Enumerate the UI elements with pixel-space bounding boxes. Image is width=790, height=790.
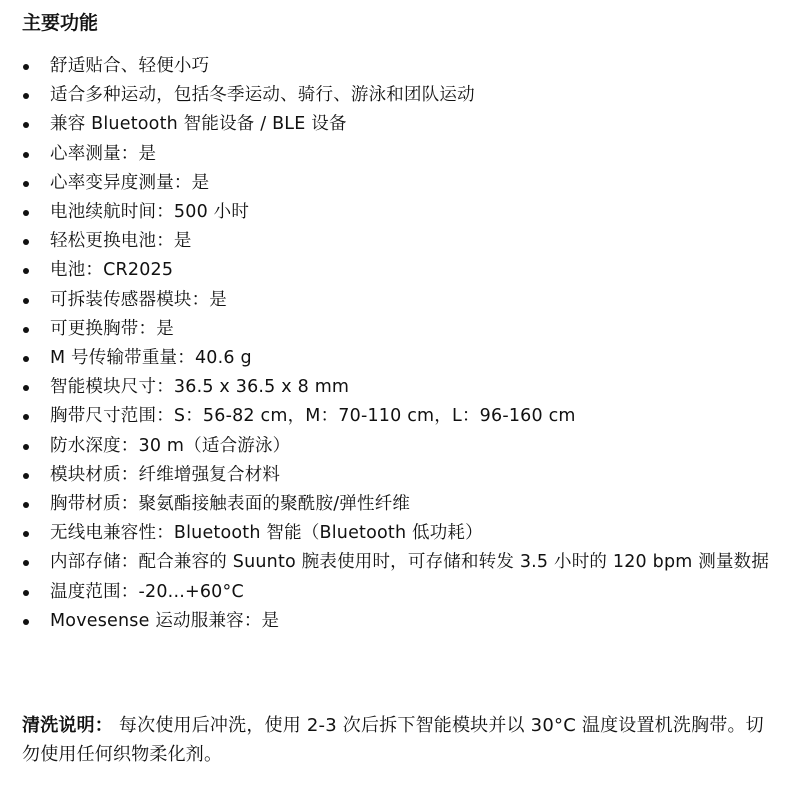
bullet-icon: [23, 327, 29, 333]
feature-list: [22, 52, 772, 636]
care-text: 每次使用后冲洗，使用 2-3 次后拆下智能模块并以 30°C 温度设置机洗胸带。切勿使用任何织物柔化剂。: [22, 715, 764, 765]
feature-text: 轻松更换电池：是: [50, 231, 192, 252]
feature-text: 心率测量：是: [50, 143, 157, 164]
bullet-icon: [23, 385, 29, 391]
feature-text: 防水深度：30 m（适合游泳）: [50, 435, 291, 456]
feature-text: 智能模块尺寸：36.5 x 36.5 x 8 mm: [50, 377, 350, 398]
feature-item: [22, 490, 772, 519]
bullet-icon: [23, 181, 29, 187]
feature-item: [22, 607, 772, 636]
feature-item: [22, 432, 772, 461]
bullet-icon: [23, 414, 29, 420]
feature-item: [22, 373, 772, 402]
feature-text: 心率变异度测量：是: [50, 172, 210, 193]
feature-item: [22, 519, 772, 548]
bullet-icon: [23, 590, 29, 596]
bullet-icon: [23, 356, 29, 362]
feature-text: 舒适贴合、轻便小巧: [50, 56, 210, 76]
feature-item: [22, 256, 772, 285]
bullet-icon: [23, 298, 29, 304]
feature-item: [22, 461, 772, 490]
feature-item: [22, 52, 772, 81]
feature-item: [22, 548, 772, 577]
bullet-icon: [23, 93, 29, 99]
feature-item: [22, 402, 772, 431]
feature-item: [22, 286, 772, 315]
feature-item: [22, 198, 772, 227]
bullet-icon: [23, 152, 29, 158]
bullet-icon: [23, 502, 29, 508]
bullet-icon: [23, 210, 29, 216]
bullet-icon: [23, 473, 29, 479]
bullet-icon: [23, 619, 29, 625]
bullet-icon: [23, 239, 29, 245]
bullet-icon: [23, 444, 29, 450]
feature-item: [22, 578, 772, 607]
feature-text: 内部存储：配合兼容的 Suunto 腕表使用时，可存储和转发 3.5 小时的 120 bpm 测量数据: [50, 552, 770, 573]
feature-item: [22, 110, 772, 139]
care-label: 清洗说明：: [22, 715, 113, 736]
care-instructions: [22, 711, 767, 769]
feature-text: 温度范围：-20...+60°C: [50, 581, 244, 602]
feature-text: 无线电兼容性：Bluetooth 智能（Bluetooth 低功耗）: [50, 523, 483, 544]
feature-text: 模块材质：纤维增强复合材料: [50, 464, 281, 485]
feature-text: 电池：CR2025: [50, 260, 174, 281]
feature-text: 适合多种运动，包括冬季运动、骑行、游泳和团队运动: [50, 85, 475, 106]
feature-item: [22, 315, 772, 344]
feature-text: 兼容 Bluetooth 智能设备 / BLE 设备: [50, 114, 347, 135]
feature-text: Movesense 运动服兼容：是: [50, 610, 280, 631]
feature-item: [22, 227, 772, 256]
feature-text: 胸带尺寸范围：S：56-82 cm，M：70-110 cm，L：96-160 cm: [50, 406, 576, 427]
feature-item: [22, 81, 772, 110]
feature-text: 胸带材质：聚氨酯接触表面的聚酰胺/弹性纤维: [50, 494, 411, 515]
feature-item: [22, 344, 772, 373]
feature-item: [22, 169, 772, 198]
section-title: 主要功能: [22, 12, 99, 34]
bullet-icon: [23, 531, 29, 537]
feature-text: 可更换胸带：是: [50, 318, 174, 339]
feature-item: [22, 140, 772, 169]
feature-text: 电池续航时间：500 小时: [50, 202, 250, 223]
bullet-icon: [23, 64, 29, 70]
feature-text: M 号传输带重量：40.6 g: [50, 348, 252, 369]
bullet-icon: [23, 560, 29, 566]
bullet-icon: [23, 268, 29, 274]
feature-text: 可拆装传感器模块：是: [50, 289, 227, 310]
bullet-icon: [23, 122, 29, 128]
